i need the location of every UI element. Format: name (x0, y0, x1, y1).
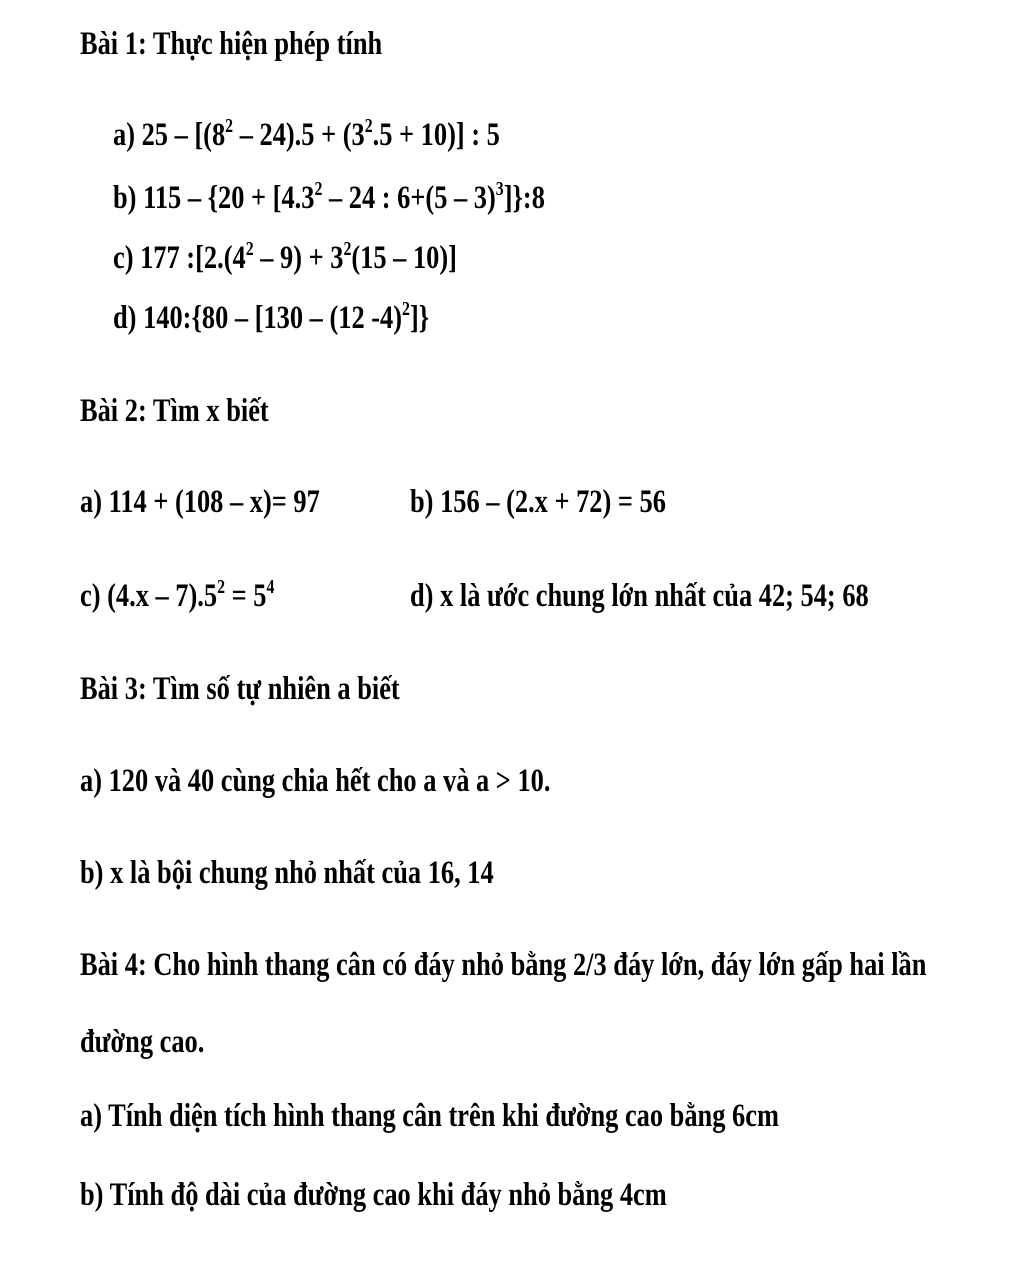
exercise-2c (80, 576, 274, 616)
exercise-2c-exponent1: 2 (217, 576, 226, 599)
exercise-4-title-line1: Bài 4: Cho hình thang cân có đáy nhỏ bằng 2/3 đáy lớn, đáy lớn gấp hai lần (80, 947, 927, 983)
exercise-1a-part1: a) 25 – [(8 (113, 117, 226, 153)
exercise-3b: b) x là bội chung nhỏ nhất của 16, 14 (80, 855, 494, 891)
exercise-3-title: Bài 3: Tìm số tự nhiên a biết (80, 671, 400, 707)
exercise-4a: a) Tính diện tích hình thang cân trên khi đường cao bằng 6cm (80, 1098, 779, 1134)
exercise-1a-part2: – 24).5 + (3 (233, 117, 365, 153)
exercise-1d-part1: d) 140:{80 – [130 – (12 -4) (113, 300, 403, 336)
exercise-4b: b) Tính độ dài của đường cao khi đáy nhỏ bằng 4cm (80, 1177, 667, 1213)
exercise-2c-part1: c) (4.x – 7).5 (80, 578, 218, 614)
exercise-1d (113, 298, 429, 338)
exercise-2d: d) x là ước chung lớn nhất của 42; 54; 68 (410, 578, 869, 614)
exercise-1b (113, 178, 545, 218)
exercise-1c-part2: – 9) + 3 (253, 240, 344, 276)
exercise-1b-part3: ]}:8 (503, 180, 545, 216)
exercise-1b-part2: – 24 : 6+(5 – 3) (322, 180, 496, 216)
exercise-1b-exponent2: 3 (495, 178, 504, 201)
exercise-1c-exponent1: 2 (245, 238, 254, 261)
exercise-1c-part1: c) 177 :[2.(4 (113, 240, 246, 276)
exercise-1a-part3: .5 + 10)] : 5 (372, 117, 500, 153)
exercise-1b-exponent1: 2 (314, 178, 323, 201)
exercise-1b-part1: b) 115 – {20 + [4.3 (113, 180, 315, 216)
exercise-1a-exponent2: 2 (364, 115, 373, 138)
exercise-2a: a) 114 + (108 – x)= 97 (80, 484, 320, 520)
exercise-1a (113, 115, 500, 155)
exercise-2c-exponent2: 4 (266, 576, 275, 599)
exercise-4-title-line2: đường cao. (80, 1024, 205, 1060)
exercise-2b: b) 156 – (2.x + 72) = 56 (410, 484, 666, 520)
exercise-3a: a) 120 và 40 cùng chia hết cho a và a > 10. (80, 763, 551, 799)
exercise-1a-exponent1: 2 (225, 115, 234, 138)
exercise-1d-part2: ]} (409, 300, 430, 336)
exercise-1-title: Bài 1: Thực hiện phép tính (80, 26, 383, 62)
exercise-2c-part2: = 5 (225, 578, 267, 614)
exercise-1c (113, 238, 457, 278)
exercise-1c-exponent2: 2 (343, 238, 352, 261)
exercise-1d-exponent1: 2 (402, 298, 410, 321)
exercise-2-title: Bài 2: Tìm x biết (80, 393, 269, 429)
exercise-1c-part3: (15 – 10)] (351, 240, 457, 276)
